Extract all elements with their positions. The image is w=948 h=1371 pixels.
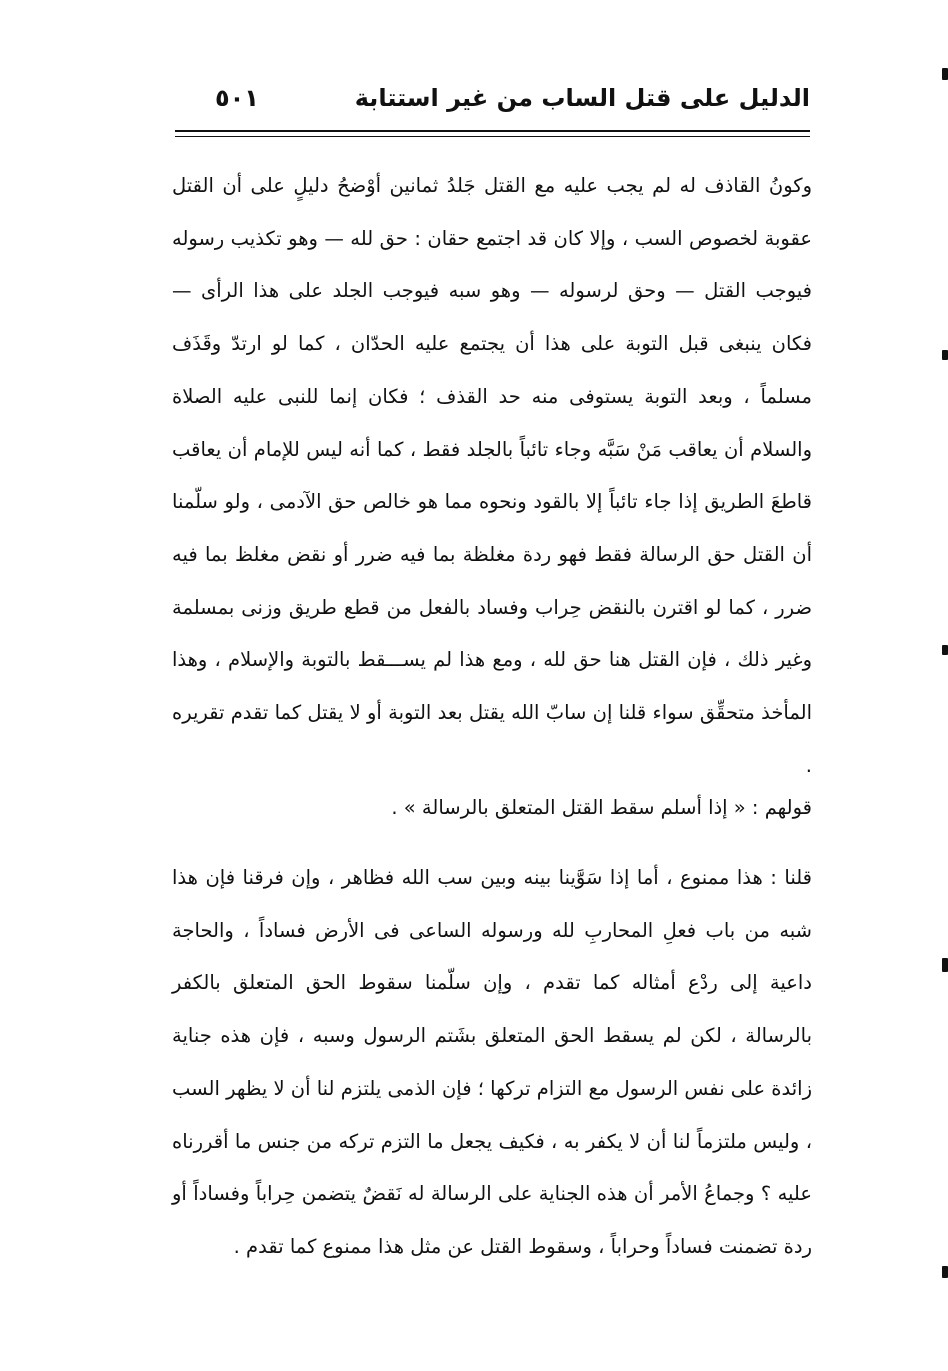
scan-edge-mark — [942, 350, 948, 360]
body-paragraph: قلنا : هذا ممنوع ، أما إذا سَوَّينا بينه وبين سب الله فظاهر ، وإن فرقنا فإن هذا شبه من باب فعلِ المحاربِ لله ورسوله الساعى فى الأرض فساداً ، والحاجة داعية إلى ردْع أمثاله كما تقدم ، وإن سلّمنا سقوط الحق المتعلق بالكفر بالرسالة ، لكن لم يسقط الحق المتعلق بشَتم الرسول وسبه ، فإن هذه جناية زائدة على نفس الرسول مع التزام تركها ؛ فإن الذمى يلتزم لنا أن لا يظهر السب ، وليس ملتزماً لنا أن لا يكفر به ، فكيف يجعل ما التزم تركه من جنس ما أقررناه عليه ؟ وجماعُ الأمر أن هذه الجناية على الرسالة له نَقضٌ يتضمن حِراباً وفساداً أو ردة تضمنت فساداً وحراباً ، وسقوط القتل عن مثل هذا ممنوع كما تقدم . — [172, 866, 812, 1258]
scan-edge-mark — [942, 958, 948, 972]
scan-edge-mark — [942, 68, 948, 80]
body-paragraph: وكونُ القاذف له لم يجب عليه مع القتل جَلدُ ثمانين أوْضحُ دليلٍ على أن القتل عقوبة لخصوص السب ، وإلا كان قد اجتمع حقان : حق لله — وهو تكذيب رسوله فيوجب القتل — وحق لرسوله — وهو سبه فيوجب الجلد على هذا الرأى — فكان ينبغى قبل التوبة على هذا أن يجتمع عليه الحدّان ، كما لو ارتدّ وقَذَف مسلماً ، وبعد التوبة يستوفى منه حد القذف ؛ فكان إنما للنبى عليه الصلاة والسلام أن يعاقب مَنْ سَبَّه وجاء تائباً بالجلد فقط ، كما أنه ليس للإمام أن يعاقب قاطعَ الطريق إذا جاء تائباً إلا بالقود ونحوه مما هو خالص حق الآدمى ، ولو سلّمنا أن القتل حق الرسالة فقط فهو ردة مغلظة بما فيه ضرر أو نقض مغلظ بما فيه ضرر ، كما لو اقترن بالنقض حِراب وفساد بالفعل من قطع طريق وزنى بمسلمة وغير ذلك ، فإن القتل هنا حق لله ، ومع هذا لم يســـقط بالتوبة والإسلام ، وهذا المأخذ متحقِّق سواء قلنا إن سابّ الله يقتل بعد التوبة أو لا يقتل كما تقدم تقريره . — [172, 174, 812, 777]
page-number: ٥٠١ — [215, 84, 259, 112]
running-title: الدليل على قتل الساب من غير استتابة — [354, 84, 810, 112]
header-rule-thin — [175, 136, 810, 137]
scan-edge-mark — [942, 1266, 948, 1278]
quoted-claim-paragraph: قولهم : « إذا أسلم سقط القتل المتعلق بالرسالة » . — [391, 796, 812, 819]
running-header — [175, 78, 810, 126]
scan-edge-mark — [942, 645, 948, 655]
header-rule-thick — [175, 130, 810, 132]
